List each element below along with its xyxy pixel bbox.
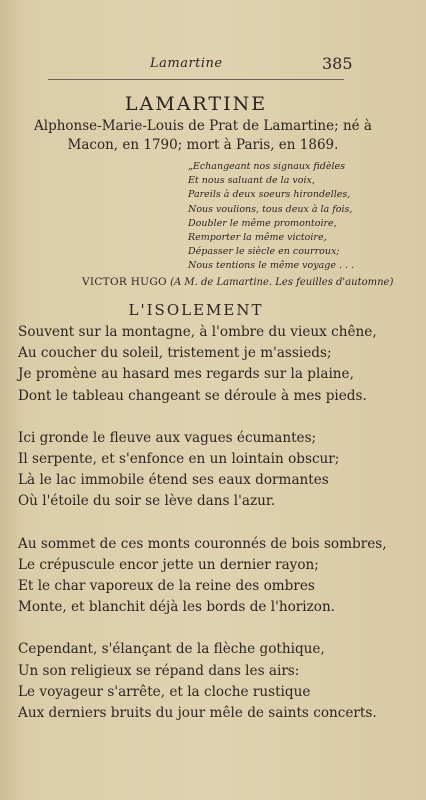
verse-line: Un son religieux se répand dans les airs: bbox=[18, 662, 300, 679]
bio-line: Alphonse-Marie-Louis de Prat de Lamartine; né à bbox=[34, 118, 372, 134]
epigraph-line: Remporter la même victoire, bbox=[188, 232, 327, 244]
epigraph-line: Nous voulions, tous deux à la fois, bbox=[188, 203, 353, 215]
running-head: Lamartine bbox=[150, 56, 223, 71]
verse-line: Cependant, s'élançant de la flèche gothique, bbox=[18, 641, 325, 658]
verse-line: Là le lac immobile étend ses eaux dormantes bbox=[18, 472, 329, 489]
epigraph-line: Et nous saluant de la voix, bbox=[188, 175, 315, 187]
page-number: 385 bbox=[322, 54, 353, 73]
verse-line: Ici gronde le fleuve aux vagues écumantes; bbox=[18, 429, 317, 446]
section-title: LAMARTINE bbox=[124, 93, 268, 115]
verse-line: Où l'étoile du soir se lève dans l'azur. bbox=[18, 493, 276, 510]
verse-line: Au sommet de ces monts couronnés de bois sombres, bbox=[18, 535, 387, 552]
verse-line: Le crépuscule encor jette un dernier rayon; bbox=[18, 556, 319, 573]
verse-line: Dont le tableau changeant se déroule à mes pieds. bbox=[18, 387, 367, 404]
verse-line: Le voyageur s'arrête, et la cloche rustique bbox=[18, 683, 311, 700]
verse-line: Et le char vaporeux de la reine des ombres bbox=[18, 578, 315, 595]
epigraph-line: Doubler le même promontoire, bbox=[188, 217, 337, 229]
verse-line: Monte, et blanchit déjà les bords de l'horizon. bbox=[18, 599, 336, 616]
poem-title: L'ISOLEMENT bbox=[128, 301, 264, 319]
verse-line: Au coucher du soleil, tristement je m'assieds; bbox=[18, 345, 332, 362]
stanza bbox=[18, 534, 387, 619]
author-bio bbox=[30, 117, 376, 155]
epigraph bbox=[188, 160, 368, 274]
stanza bbox=[18, 322, 377, 407]
stanza bbox=[18, 428, 368, 513]
epigraph-source: (A M. de Lamartine. Les feuilles d'automne) bbox=[170, 277, 394, 288]
header-rule bbox=[48, 79, 344, 80]
epigraph-line: „Echangeant nos signaux fidèles bbox=[188, 161, 345, 172]
epigraph-line: Pareils à deux soeurs hirondelles, bbox=[188, 189, 351, 201]
epigraph-line: Nous tentions le même voyage . . . bbox=[188, 260, 355, 272]
poem-body bbox=[18, 322, 387, 745]
epigraph-line: Dépasser le siècle en courroux; bbox=[188, 246, 340, 258]
stanza bbox=[18, 639, 377, 724]
epigraph-author: VICTOR HUGO bbox=[82, 276, 167, 288]
epigraph-attribution bbox=[82, 276, 394, 288]
verse-line: Aux derniers bruits du jour mêle de saints concerts. bbox=[18, 705, 377, 722]
bio-line: Macon, en 1790; mort à Paris, en 1869. bbox=[67, 137, 339, 153]
verse-line: Il serpente, et s'enfonce en un lointain obscur; bbox=[18, 451, 340, 468]
verse-line: Je promène au hasard mes regards sur la plaine, bbox=[18, 366, 354, 383]
verse-line: Souvent sur la montagne, à l'ombre du vieux chêne, bbox=[18, 324, 377, 340]
